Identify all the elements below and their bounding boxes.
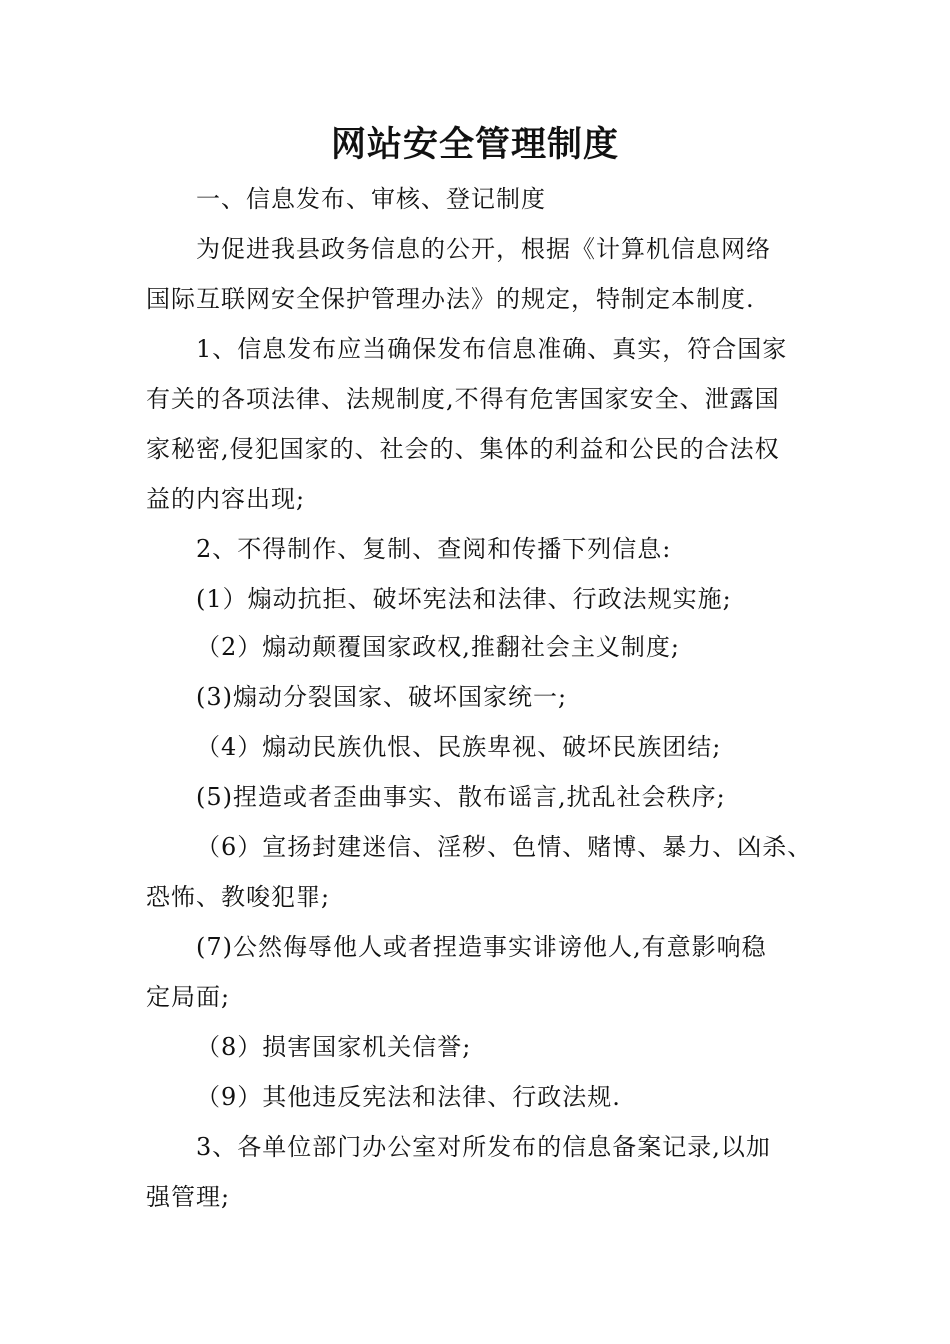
paragraph-line: 为促进我县政务信息的公开，根据《计算机信息网络 bbox=[196, 235, 771, 263]
list-item: （6）宣扬封建迷信、淫秽、色情、赌博、暴力、凶杀、 bbox=[196, 833, 813, 861]
paragraph-line: 3、各单位部门办公室对所发布的信息备案记录,以加 bbox=[196, 1133, 771, 1161]
paragraph-line: 益的内容出现; bbox=[146, 485, 306, 513]
list-item-continuation: 定局面; bbox=[146, 983, 231, 1011]
paragraph-line: 有关的各项法律、法规制度,不得有危害国家安全、泄露国 bbox=[146, 385, 780, 413]
paragraph-line: 强管理; bbox=[146, 1183, 231, 1211]
list-item: （9）其他违反宪法和法律、行政法规. bbox=[196, 1083, 621, 1111]
document-title: 网站安全管理制度 bbox=[330, 124, 619, 165]
list-item: （8）损害国家机关信誉; bbox=[196, 1033, 472, 1061]
list-item-continuation: 恐怖、教唆犯罪; bbox=[146, 883, 331, 911]
list-item: （4）煽动民族仇恨、民族卑视、破坏民族团结; bbox=[196, 733, 722, 761]
list-item: (5)捏造或者歪曲事实、散布谣言,扰乱社会秩序; bbox=[196, 783, 726, 811]
paragraph-line: 国际互联网安全保护管理办法》的规定，特制定本制度. bbox=[146, 285, 755, 313]
list-item: (7)公然侮辱他人或者捏造事实诽谤他人,有意影响稳 bbox=[196, 933, 767, 961]
section-heading: 一、信息发布、审核、登记制度 bbox=[196, 185, 546, 213]
list-item: (3)煽动分裂国家、破坏国家统一; bbox=[196, 683, 568, 711]
paragraph-line: 家秘密,侵犯国家的、社会的、集体的利益和公民的合法权 bbox=[146, 435, 780, 463]
list-item: （2）煽动颠覆国家政权,推翻社会主义制度; bbox=[196, 633, 680, 661]
list-item: (1）煽动抗拒、破坏宪法和法律、行政法规实施; bbox=[196, 585, 732, 613]
paragraph-line: 1、信息发布应当确保发布信息准确、真实，符合国家 bbox=[196, 335, 788, 363]
paragraph-line: 2、不得制作、复制、查阅和传播下列信息: bbox=[196, 535, 672, 563]
